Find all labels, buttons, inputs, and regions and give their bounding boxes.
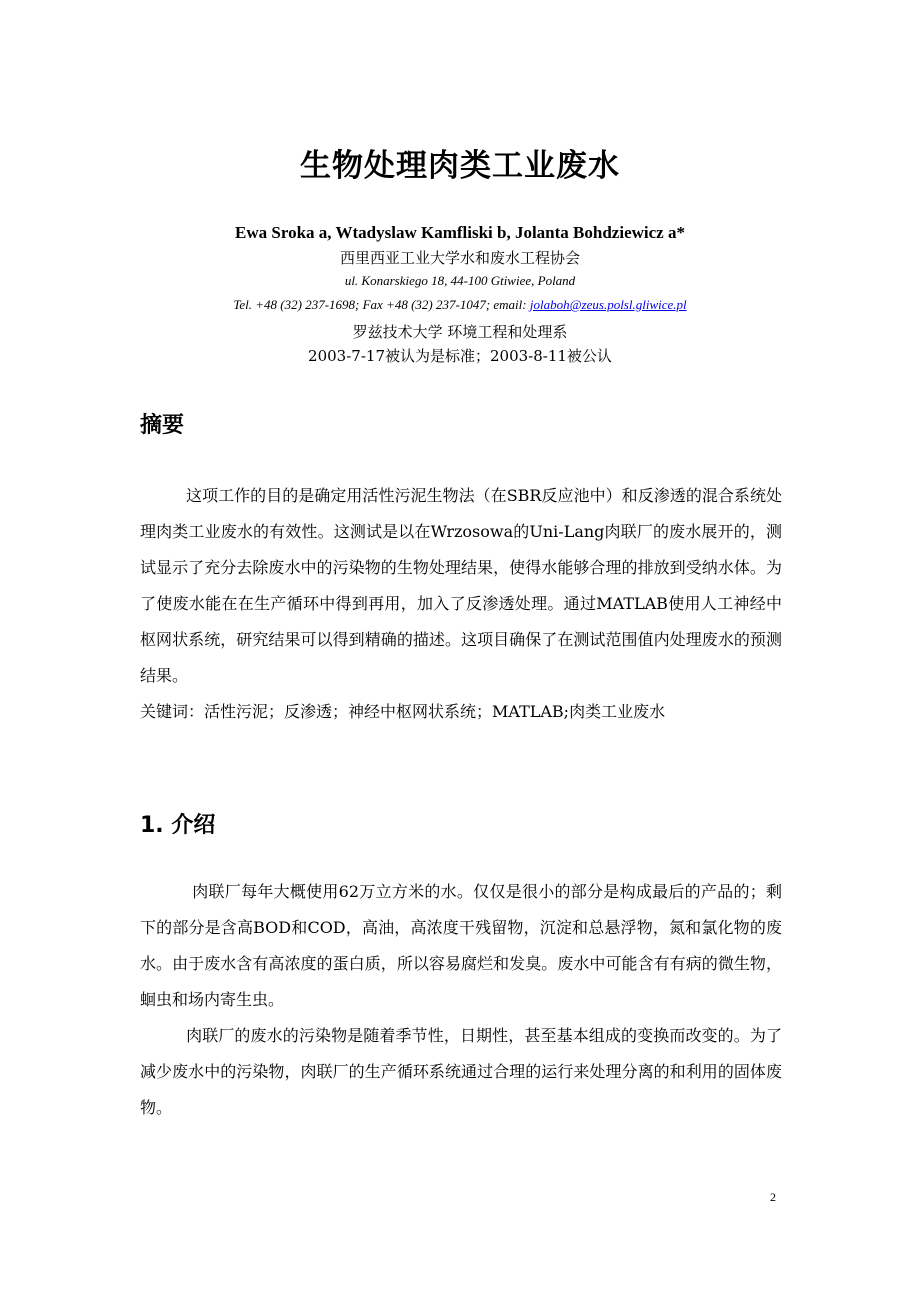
contact-text: Tel. +48 (32) 237-1698; Fax +48 (32) 237-1047; email: [233, 297, 530, 312]
email-link[interactable]: jolaboh@zeus.polsl.gliwice.pl [529, 297, 687, 312]
introduction-paragraph-2 [140, 1018, 782, 1126]
introduction-text-2: 肉联厂的废水的污染物是随着季节性，日期性，甚至基本组成的变换而改变的。为了减少废水中的污染物，肉联厂的生产循环系统通过合理的运行来处理分离的和利用的固体废物。 [140, 1026, 782, 1117]
address-line: ul. Konarskiego 18, 44-100 Gtiwiee, Poland [344, 273, 576, 288]
abstract-paragraph [140, 478, 782, 694]
introduction-text-1: 肉联厂每年大概使用62万立方米的水。仅仅是很小的部分是构成最后的产品的；剩下的部分是含高BOD和COD，高油，高浓度干残留物，沉淀和总悬浮物，氮和氯化物的废水。由于废水含有高浓度的蛋白质，所以容易腐烂和发臭。废水中可能含有有病的微生物，蛔虫和场内寄生虫。 [140, 882, 782, 1009]
contact-line [0, 297, 920, 313]
introduction-paragraph-1 [140, 874, 782, 1018]
author-list: Ewa Sroka a, Wtadyslaw Kamfliski b, Jolanta Bohdziewicz a* [235, 223, 685, 242]
dates-line: 2003-7-17被认为是标准；2003-8-11被公认 [308, 347, 612, 365]
introduction-heading: 1. 介绍 [140, 813, 216, 838]
abstract-text: 这项工作的目的是确定用活性污泥生物法（在SBR反应池中）和反渗透的混合系统处理肉类工业废水的有效性。这测试是以在Wrzosowa的Uni-Lang肉联厂的废水展开的，测试显示了充分去除废水中的污染物的生物处理结果，使得水能够合理的排放到受纳水体。为了使废水能在在生产循环中得到再用，加入了反渗透处理。通过MATLAB使用人工神经中枢网状系统，研究结果可以得到精确的描述。这项目确保了在测试范围值内处理废水的预测结果。 [140, 486, 782, 685]
affiliation-2: 罗兹技术大学 环境工程和处理系 [352, 323, 568, 341]
keywords-line: 关键词：活性污泥；反渗透；神经中枢网状系统；MATLAB;肉类工业废水 [140, 702, 666, 721]
page-number: 2 [770, 1190, 776, 1204]
abstract-heading: 摘要 [140, 413, 185, 438]
affiliation-1: 西里西亚工业大学水和废水工程协会 [339, 249, 580, 267]
document-title: 生物处理肉类工业废水 [300, 148, 620, 184]
